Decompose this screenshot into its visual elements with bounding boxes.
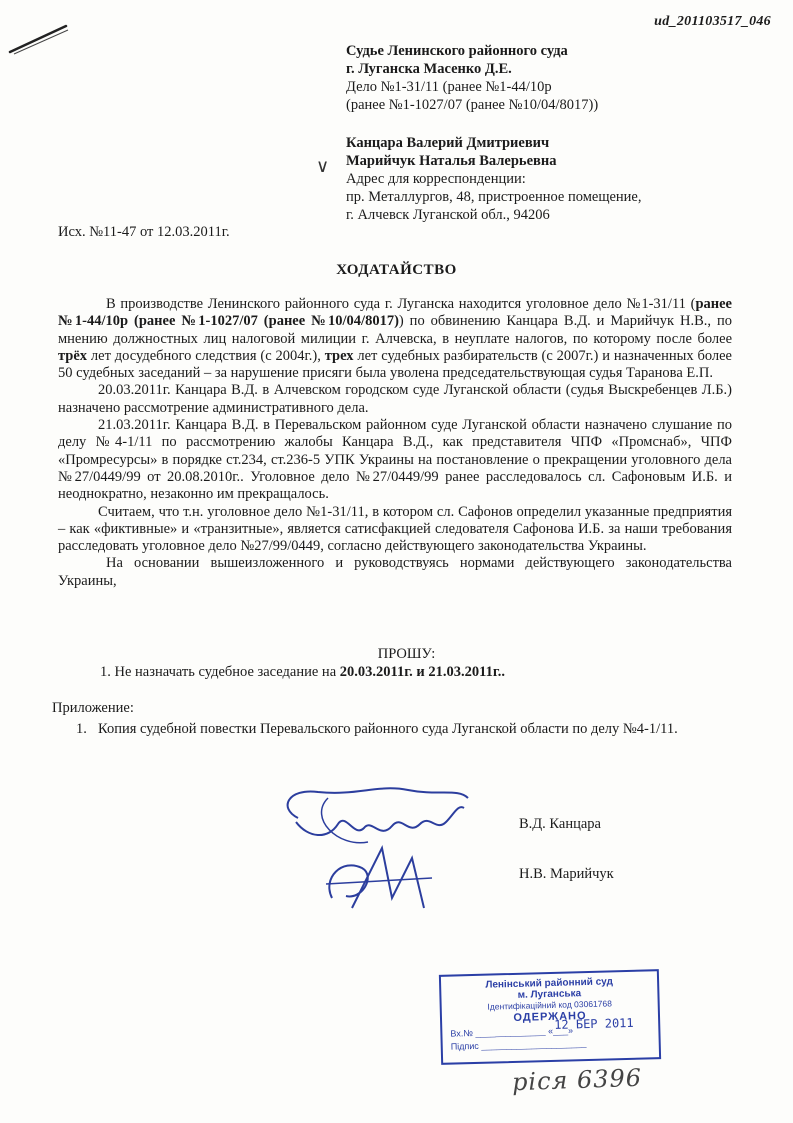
petition-body: [58, 296, 732, 590]
request-item-dates: 20.03.2011г. и 21.03.2011г.: [339, 664, 502, 680]
paragraph-4: Считаем, что т.н. уголовное дело №1-31/11, в котором сл. Сафонов определил указанные предприятия – как «фиктивные» и «транзитные», является сатисфакцией следователя Сафонова И.Б. за наши требования расследовать уголовное дело №27/99/0449, согласно действующего законодательства Украины.: [58, 503, 732, 555]
signatory-1-name: В.Д. Канцара: [519, 816, 601, 832]
annex-item-number: 1.: [76, 721, 87, 737]
stamp-court-name: Ленінський районний суд: [485, 976, 614, 991]
paragraph-2: 20.03.2011г. Канцара В.Д. в Алчевском городском суде Луганской области (судья Выскребенцев Л.Б.) назначено рассмотрение административного дела.: [58, 382, 732, 416]
p1-text-c: ) по обвинению Канцара В.Д. и Марийчук Н.В., по мнению должностных лиц налоговой милиции г. Алчевска, в неуплате налогов, по которому после более: [58, 313, 732, 347]
case-number: Дело №1-31/11 (ранее №1-44/10р: [346, 79, 552, 95]
addressee-line1: Судье Ленинского районного суда: [346, 43, 568, 59]
annex-item-text: Копия судебной повестки Перевальского районного суда Луганской области по делу №4-1/11.: [98, 721, 678, 737]
court-received-stamp: [439, 969, 661, 1065]
document-title: ХОДАТАЙСТВО: [336, 262, 457, 278]
addressee-block: [346, 42, 598, 114]
request-item-1: [100, 664, 505, 681]
annex-item-1: [76, 720, 732, 738]
p1-bold-three-2: трех: [324, 347, 354, 364]
paragraph-3: 21.03.2011г. Канцара В.Д. в Перевальском районном суде Луганской области назначено слушание по делу №4-1/11 по рассмотрению жалобы Канцара В.Д., как представителя ЧПФ «Промснаб», ЧПФ «Промресурсы» в порядке ст.234, ст.236-5 УПК Украины на постановление о прекращении уголовного дела №27/0449/99 от 20.08.2010г.. Уголовное дело №27/0449/99 ранее расследовалось сл. Сафоновым И.Б. и неоднократно, незаконно им прекращалось.: [58, 417, 732, 503]
p1-text-g: лет судебных разбирательств (с 2007г.) и назначенных более 50 судебных заседаний – за нарушение присяги была уволена председательствующая судья Таранова Е.П.: [58, 347, 732, 382]
pen-scratch-mark: [8, 22, 70, 56]
p1-text-e: лет досудебного следствия (с 2004г.),: [87, 347, 325, 364]
check-mark: ∨: [316, 156, 330, 176]
stamp-incoming-row: Вх.№ ______________ «___»: [450, 1025, 574, 1039]
stamp-city: м. Луганська: [517, 988, 582, 1001]
request-heading: ПРОШУ:: [377, 646, 436, 662]
p1-bold-three: трёх: [58, 347, 88, 364]
p1-text-a: В производстве Ленинского районного суда г. Луганска находится уголовное дело №1-31/11 (: [106, 296, 696, 312]
signatory-2-name: Н.В. Марийчук: [519, 866, 614, 882]
stamp-signature-label: Підпис: [450, 1040, 479, 1052]
sender-name-1: Канцара Валерий Дмитриевич: [346, 135, 550, 151]
outgoing-reference: Исх. №11-47 от 12.03.2011г.: [58, 224, 230, 240]
sender-name-2: Марийчук Наталья Валерьевна: [346, 153, 557, 169]
stamp-incoming-label: Вх.№: [450, 1028, 474, 1039]
paragraph-5: На основании вышеизложенного и руководствуясь нормами действующего законодательства Украины,: [58, 555, 732, 589]
sender-block: [346, 134, 642, 224]
case-previous-numbers: (ранее №1-1027/07 (ранее №10/04/8017)): [346, 97, 599, 113]
stamp-id-code: Ідентифікаційний код 03061768: [487, 998, 613, 1012]
request-item-suffix: .: [501, 664, 506, 680]
signature-mariychuk: [312, 838, 442, 918]
stamp-received: ОДЕРЖАНО: [513, 1010, 587, 1024]
request-item-text: 1. Не назначать судебное заседание на: [100, 664, 340, 680]
document-id: ud_201103517_046: [654, 14, 771, 29]
stamp-signature-row: Підпис _____________________: [450, 1038, 587, 1052]
paragraph-1: [58, 296, 732, 382]
handwritten-note: ріся 6396: [511, 1063, 643, 1097]
annex-title: Приложение:: [52, 700, 134, 716]
stamp-date: 12 БЕР 2011: [554, 1015, 634, 1032]
sender-address-label: Адрес для корреспонденции:: [346, 171, 526, 187]
addressee-line2: г. Луганска Масенко Д.Е.: [346, 61, 512, 77]
sender-address-line2: г. Алчевск Луганской обл., 94206: [346, 207, 550, 223]
p1-bold-case-numbers: ранее №1-44/10р (ранее №1-1027/07 (ранее №10/04/8017): [58, 296, 732, 330]
sender-address-line1: пр. Металлургов, 48, пристроенное помещение,: [346, 189, 642, 205]
